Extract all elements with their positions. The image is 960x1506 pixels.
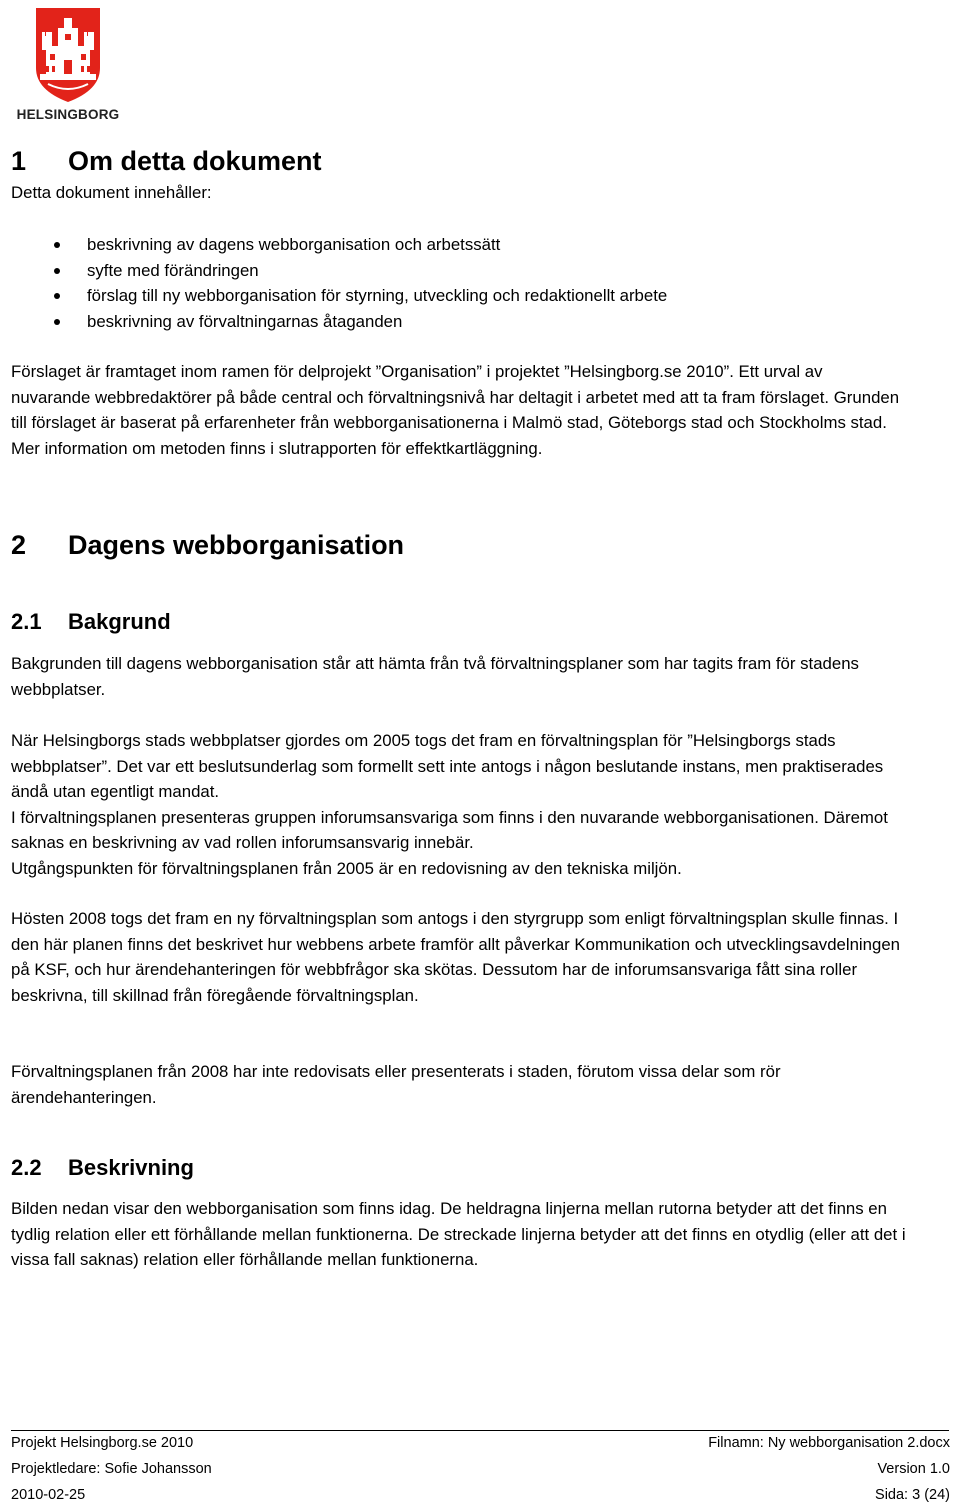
paragraph-line: Utgångspunkten för förvaltningsplanen från 2005 är en redovisning av den tekniska miljön. bbox=[11, 858, 682, 878]
bakgrund-paragraph-4: Förvaltningsplanen från 2008 har inte redovisats eller presenterats i staden, förutom vissa delar som rör ärendehanteringen. bbox=[11, 1062, 781, 1107]
beskrivning-paragraph: Bilden nedan visar den webborganisation som finns idag. De heldragna linjerna mellan rutorna betyder att det finns en tydlig relation eller ett förhållande mellan funktionerna. De streckade linjerna betyder att det finns en otydlig (eller att det i vissa fall saknas) relation eller förhållande mellan funktionerna. bbox=[11, 1199, 906, 1270]
helsingborg-shield-icon bbox=[12, 6, 124, 106]
footer-date: 2010-02-25 bbox=[11, 1487, 86, 1503]
section-title: Bakgrund bbox=[68, 609, 171, 634]
footer-divider bbox=[11, 1430, 949, 1431]
footer-version: Version 1.0 bbox=[877, 1461, 950, 1477]
section-1-paragraph: Förslaget är framtaget inom ramen för delprojekt ”Organisation” i projektet ”Helsingborg.se 2010”. Ett urval av nuvarande webbredaktörer på både central och förvaltningsnivå har deltagit i arbetet med att ta fram förslaget. Grunden till förslaget är baserat på erfarenheter från webborganisationerna i Malmö stad, Göteborgs stad och Stockholms stad. Mer information om metoden finns i slutrapporten för effektkartläggning. bbox=[11, 362, 900, 458]
list-item: beskrivning av förvaltningarnas åtaganden bbox=[11, 309, 667, 335]
section-number: 2.2 bbox=[11, 1155, 42, 1180]
section-2-1-heading bbox=[11, 609, 171, 635]
helsingborg-logo bbox=[12, 6, 124, 124]
footer-leader: Projektledare: Sofie Johansson bbox=[11, 1461, 212, 1477]
section-title: Beskrivning bbox=[68, 1155, 194, 1180]
section-number: 2 bbox=[11, 530, 27, 560]
list-item: syfte med förändringen bbox=[11, 258, 667, 284]
list-item: förslag till ny webborganisation för styrning, utveckling och redaktionellt arbete bbox=[11, 283, 667, 309]
section-1-heading bbox=[11, 146, 322, 177]
footer-page-number: Sida: 3 (24) bbox=[875, 1487, 950, 1503]
logo-text: HELSINGBORG bbox=[16, 107, 120, 122]
section-1-intro: Detta dokument innehåller: bbox=[11, 183, 212, 202]
bakgrund-paragraph-1: Bakgrunden till dagens webborganisation står att hämta från två förvaltningsplaner som har tagits fram för stadens webbplatser. bbox=[11, 654, 859, 699]
footer-project: Projekt Helsingborg.se 2010 bbox=[11, 1435, 194, 1451]
section-2-2-heading bbox=[11, 1155, 194, 1181]
bakgrund-paragraph-3: Hösten 2008 togs det fram en ny förvaltningsplan som antogs i den styrgrupp som enligt förvaltningsplan skulle finnas. I den här planen finns det beskrivet hur webbens arbete framför allt påverkar Kommunikation och utvecklingsavdelningen på KSF, och hur ärendehanteringen för webbfrågor ska skötas. Dessutom har de inforumsansvariga fått sina roller beskrivna, till skillnad från föregående förvaltningsplan. bbox=[11, 909, 900, 1005]
paragraph-line: I förvaltningsplanen presenteras gruppen inforumsansvariga som finns i den nuvarande webborganisationen. Däremot saknas en beskrivning av vad rollen inforumsansvarig innebär. bbox=[11, 807, 888, 853]
footer-filename: Filnamn: Ny webborganisation 2.docx bbox=[708, 1435, 950, 1451]
section-2-heading bbox=[11, 530, 404, 561]
contents-list bbox=[11, 232, 667, 334]
list-item: beskrivning av dagens webborganisation och arbetssätt bbox=[11, 232, 667, 258]
section-title: Dagens webborganisation bbox=[68, 530, 405, 560]
bakgrund-paragraph-2 bbox=[11, 728, 906, 882]
paragraph-line: När Helsingborgs stads webbplatser gjordes om 2005 togs det fram en förvaltningsplan för ”Helsingborgs stads webbplatser”. Det var ett beslutsunderlag som formellt sett inte antogs i någon beslutande instans, men praktiserades ändå utan egentligt mandat. bbox=[11, 731, 884, 802]
section-number: 2.1 bbox=[11, 609, 42, 634]
section-title: Om detta dokument bbox=[68, 146, 322, 176]
section-number: 1 bbox=[11, 146, 27, 176]
